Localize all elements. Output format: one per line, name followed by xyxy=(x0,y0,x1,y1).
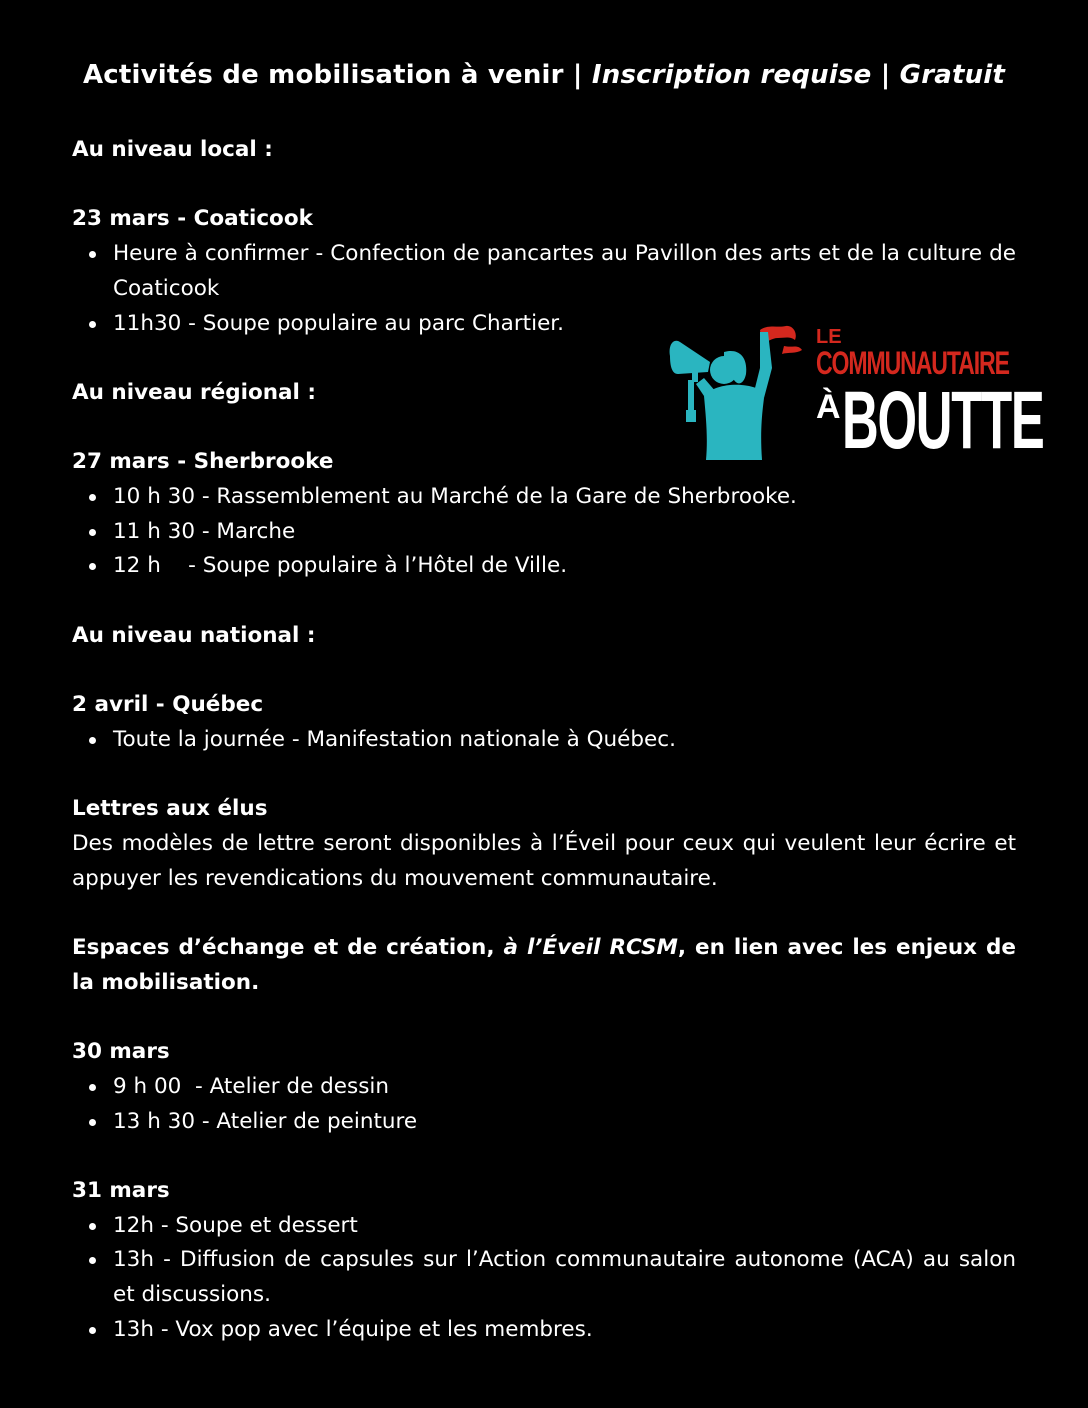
megaphone-protester-icon xyxy=(668,322,816,464)
logo-line-le: LE xyxy=(816,326,842,348)
logo-line-communautaire: COMMUNAUTAIRE xyxy=(816,345,1009,381)
list-item: 10 h 30 - Rassemblement au Marché de la Gare de Sherbrooke. xyxy=(113,480,1016,515)
letters-text: Des modèles de lettre seront disponibles à l’Éveil pour ceux qui veulent leur écrire et appuyer les revendications du mouvement communautaire. xyxy=(72,830,1016,891)
local-date: 23 mars - Coaticook xyxy=(72,206,313,232)
national-list xyxy=(72,723,1016,758)
title-italic: Inscription requise | Gratuit xyxy=(591,60,1006,90)
communautaire-a-boutte-logo xyxy=(668,322,1048,464)
national-heading: Au niveau national : xyxy=(72,622,316,648)
day31-list xyxy=(72,1209,1016,1348)
national-date: 2 avril - Québec xyxy=(72,692,264,718)
logo-line-boutte: BOUTTE xyxy=(842,375,1044,466)
content-body xyxy=(72,133,1016,1347)
list-item: 11h30 - Soupe populaire au parc Chartier. xyxy=(113,307,1016,342)
letters-heading: Lettres aux élus xyxy=(72,796,268,822)
list-item: 12h - Soupe et dessert xyxy=(113,1209,1016,1244)
list-item: 12 h - Soupe populaire à l’Hôtel de Ville. xyxy=(113,549,1016,584)
list-item: Heure à confirmer - Confection de pancartes au Pavillon des arts et de la culture de Coaticook xyxy=(113,237,1016,306)
logo-wordmark xyxy=(816,322,1048,464)
day31-date: 31 mars xyxy=(72,1177,170,1203)
list-item: 9 h 00 - Atelier de dessin xyxy=(113,1070,1016,1105)
day30-list xyxy=(72,1070,1016,1139)
logo-line-a: À xyxy=(816,388,841,426)
title-main: Activités de mobilisation à venir | xyxy=(82,60,592,90)
spaces-heading-italic: à l’Éveil RCSM xyxy=(503,935,678,961)
spaces-heading xyxy=(72,931,1016,1000)
list-item: 13 h 30 - Atelier de peinture xyxy=(113,1105,1016,1140)
local-heading: Au niveau local : xyxy=(72,137,273,162)
spaces-heading-end: , en lien avec les enjeux de la mobilisation. xyxy=(72,935,1016,995)
list-item: Toute la journée - Manifestation nationale à Québec. xyxy=(113,723,1016,758)
list-item: 13h - Diffusion de capsules sur l’Action communautaire autonome (ACA) au salon et discussions. xyxy=(113,1243,1016,1312)
regional-heading: Au niveau régional : xyxy=(72,379,316,405)
day30-date: 30 mars xyxy=(72,1039,170,1065)
list-item: 13h - Vox pop avec l’équipe et les membres. xyxy=(113,1313,1016,1348)
list-item: 11 h 30 - Marche xyxy=(113,515,1016,550)
regional-date: 27 mars - Sherbrooke xyxy=(72,449,334,475)
regional-list xyxy=(72,480,1016,584)
page-title xyxy=(0,60,1088,90)
spaces-heading-start: Espaces d’échange et de création, xyxy=(72,935,504,961)
